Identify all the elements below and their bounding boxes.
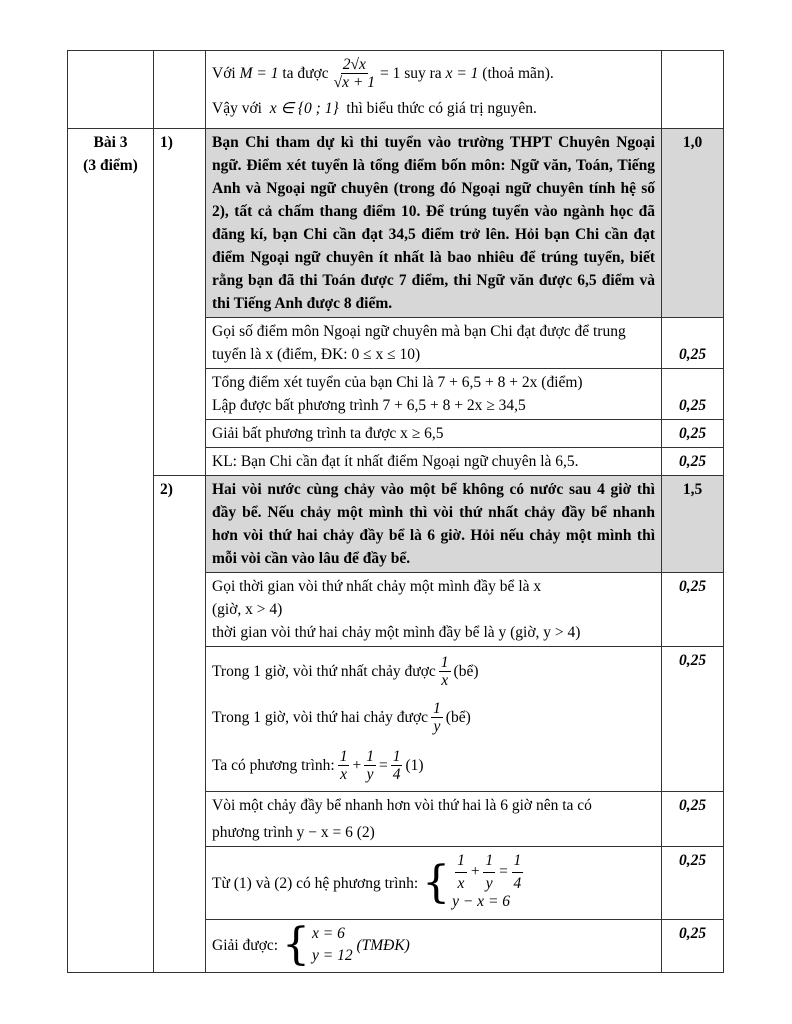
fraction: $\frac{1}{y}$ [366,747,374,783]
problem-title: Bài 3 [93,134,128,151]
step-score: 0,25 [662,920,724,973]
equation-system: { $\frac{1}{x}$ + $\frac{1}{y}$ = $\frac{1}{4}$ y − x = 6 [422,851,522,910]
problem-statement: Hai vòi nước cùng chảy vào một bể không có nước sau 4 giờ thì đầy bể. Nếu chảy một mình thì vòi thứ nhất chảy đầy bể nhanh hơn vòi thứ hai chảy đầy bể là 6 giờ. Hỏi nếu chảy một mình thì mỗi vòi cần vào lâu để đầy bể. [206,476,662,573]
fraction: $\frac{1}{4}$ [392,747,401,783]
step-score: 0,25 [662,318,724,369]
step-score: 0,25 [662,792,724,847]
table-row [68,476,724,573]
left-brace: { [422,857,451,908]
part-label: 1) [154,129,206,476]
part-label: 2) [154,476,206,973]
step-score: 0,25 [662,847,724,920]
left-brace: { [281,919,310,970]
solution-cell: Với M = 1 ta được $\frac{2√x}{√x + 1}$ = 1 suy ra x = 1 (thoả mãn). Vậy với x ∈ {0 ; 1} thì biểu thức có giá trị nguyên. [206,51,662,129]
part-points: 1,0 [662,129,724,318]
problem-label-cell [68,129,154,973]
equation-system: { x = 6 y = 12 [281,919,353,970]
solution-step: Gọi thời gian vòi thứ nhất chảy một mình đầy bể là x (giờ, x > 4) thời gian vòi thứ hai chảy một mình đầy bể là y (giờ, y > 4) [206,573,662,647]
solution-step: Gọi số điểm môn Ngoại ngữ chuyên mà bạn Chi đạt được để trung tuyển là x (điểm, ĐK: 0 ≤ x ≤ 10) [206,318,662,369]
fraction: $\frac{1}{x}$ [457,851,465,892]
fraction: $\frac{1}{x}$ [440,653,449,689]
table-row [68,129,724,318]
fraction: $\frac{1}{y}$ [485,851,494,892]
solution-step: Vòi một chảy đầy bể nhanh hơn vòi thứ hai là 6 giờ nên ta có phương trình y − x = 6 (2) [206,792,662,847]
step-score: 0,25 [662,647,724,792]
answer-key-table [67,50,724,973]
solution-step: Tổng điểm xét tuyển của bạn Chi là 7 + 6,5 + 8 + 2x (điểm) Lập được bất phương trình 7 + 6,5 + 8 + 2x ≥ 34,5 [206,369,662,420]
solution-step: Giải bất phương trình ta được x ≥ 6,5 [206,420,662,448]
step-score: 0,25 [662,448,724,476]
fraction: $\frac{1}{x}$ [339,747,348,783]
fraction: $\frac{1}{y}$ [433,699,441,735]
part-points: 1,5 [662,476,724,573]
problem-points: (3 điểm) [83,157,138,174]
step-score: 0,25 [662,573,724,647]
fraction: $\frac{2√x}{√x + 1}$ [333,55,375,91]
fraction: $\frac{1}{4}$ [513,851,522,892]
problem-statement: Bạn Chi tham dự kì thi tuyển vào trường THPT Chuyên Ngoại ngữ. Điểm xét tuyển là tổng điểm bốn môn: Ngữ văn, Toán, Tiếng Anh và Ngoại ngữ chuyên (trong đó Ngoại ngữ chuyên tính hệ số 2), tất cả chấm thang điểm 10. Để trúng tuyển vào ngành học đã đăng kí, bạn Chi cần đạt 34,5 điểm trở lên. Hỏi bạn Chi cần đạt điểm Ngoại ngữ chuyên ít nhất là bao nhiêu để trúng tuyển, biết rằng bạn đã thi Toán được 7 điểm, thi Ngữ văn được 6,5 điểm và thi Tiếng Anh được 8 điểm. [206,129,662,318]
solution-step: Từ (1) và (2) có hệ phương trình: { $\frac{1}{x}$ + $\frac{1}{y}$ = $\frac{1}{4}$ y − x = 6 [206,847,662,920]
solution-step: Giải được: { x = 6 y = 12 (TMĐK) [206,920,662,973]
solution-step: Trong 1 giờ, vòi thứ nhất chảy được $\frac{1}{x}$ (bể) Trong 1 giờ, vòi thứ hai chảy được $\frac{1}{y}$ (bể) Ta có phương trình: $\frac{1}{x}$ + $\frac{1}{y}$ = $\frac{1}{4}$ (1) [206,647,662,792]
solution-step: KL: Bạn Chi cần đạt ít nhất điểm Ngoại ngữ chuyên là 6,5. [206,448,662,476]
step-score: 0,25 [662,420,724,448]
step-score: 0,25 [662,369,724,420]
table-row [68,51,724,129]
